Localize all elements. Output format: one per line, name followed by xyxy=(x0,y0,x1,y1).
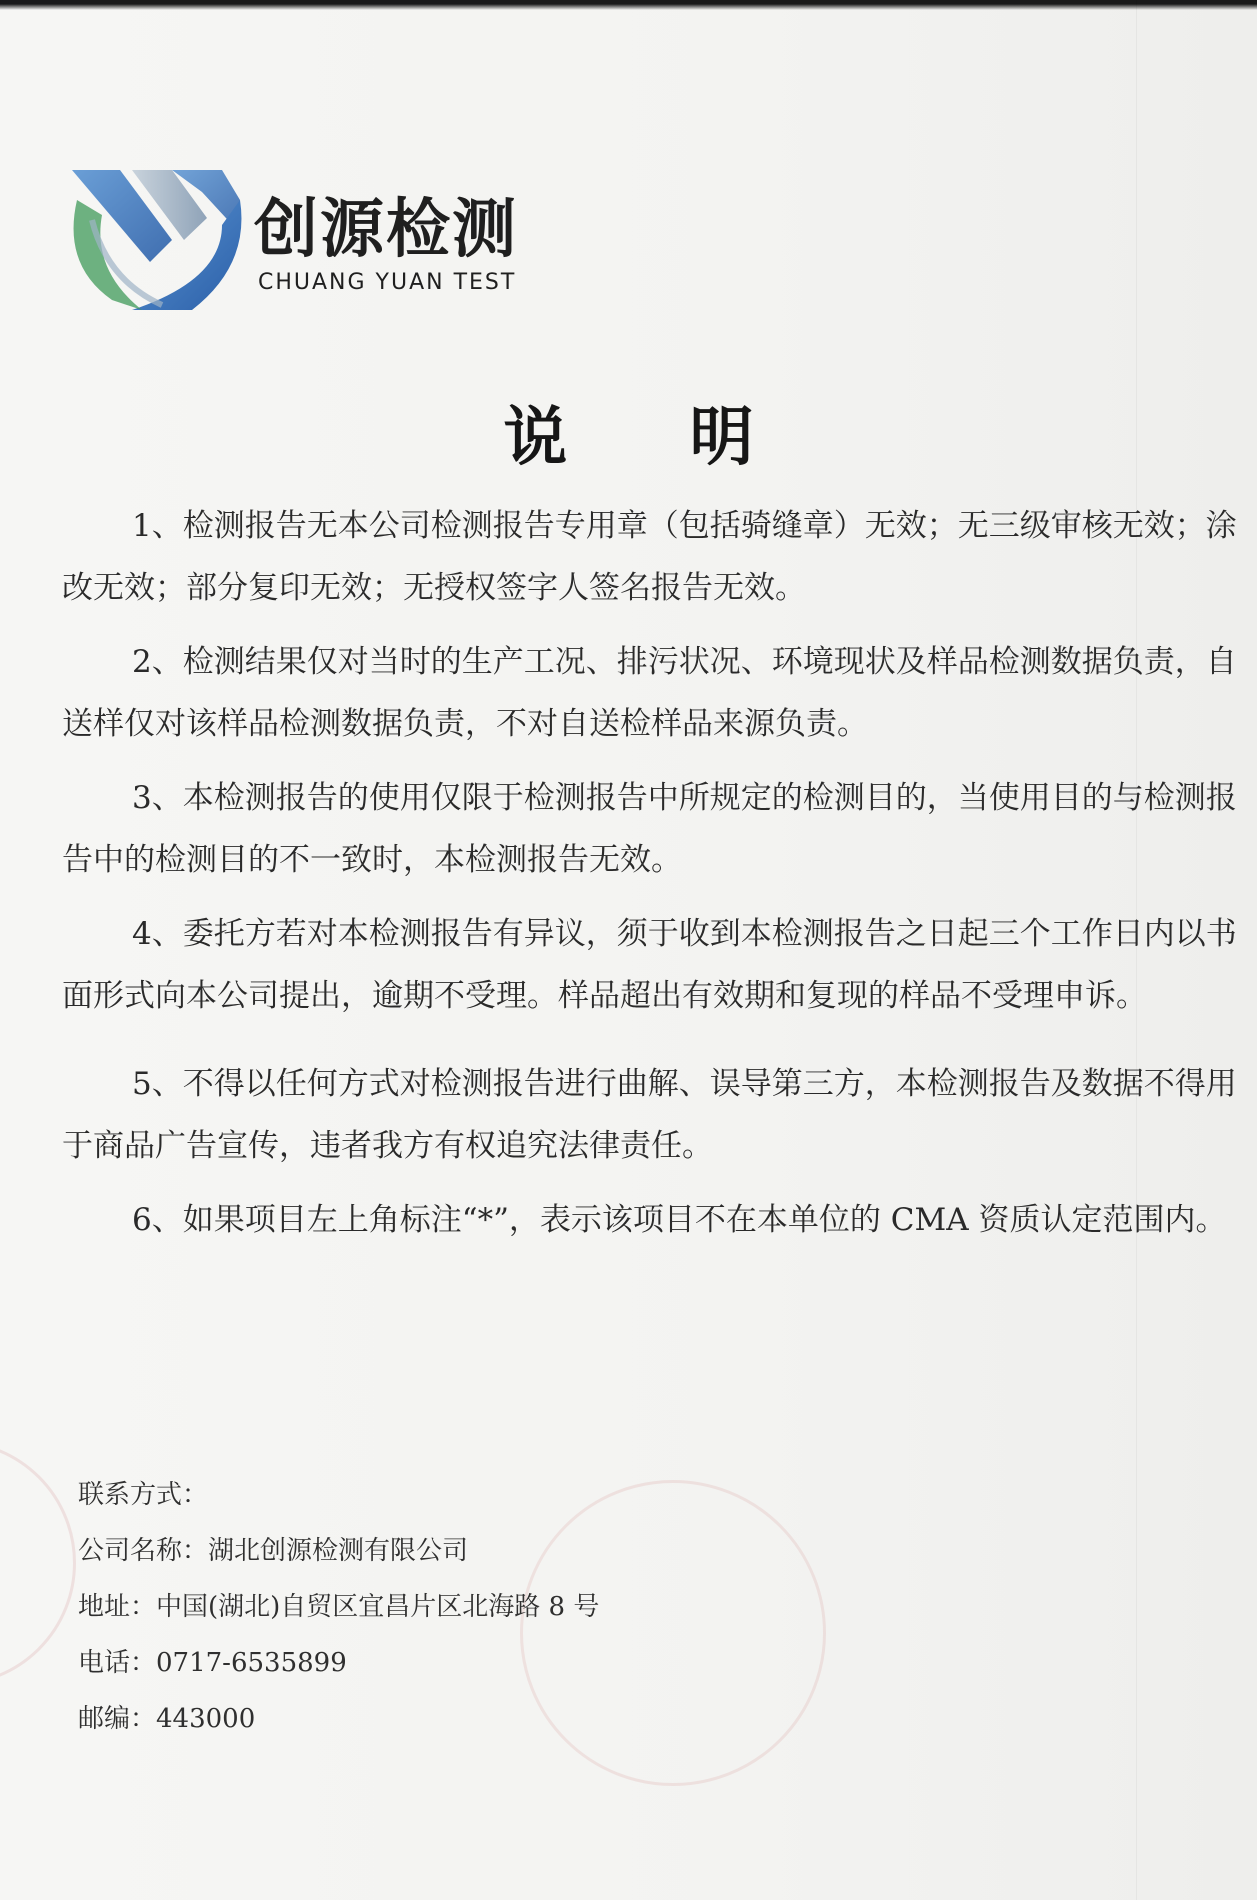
logo-chinese-name: 创源检测 xyxy=(254,193,518,267)
chuangyuan-logo-icon xyxy=(72,170,242,315)
contact-postcode: 邮编：443000 xyxy=(78,1704,256,1734)
scan-top-edge xyxy=(0,0,1257,10)
terms-body xyxy=(62,495,1237,1263)
term-paragraph-3: 3、本检测报告的使用仅限于检测报告中所规定的检测目的，当使用目的与检测报告中的检测目的不一致时，本检测报告无效。 xyxy=(62,780,1237,878)
contact-phone: 电话：0717-6535899 xyxy=(78,1648,347,1678)
page-title: 说 明 xyxy=(503,400,804,475)
logo-english-name: CHUANG YUAN TEST xyxy=(258,270,517,295)
contact-heading: 联系方式： xyxy=(78,1480,209,1510)
term-paragraph-1: 1、检测报告无本公司检测报告专用章（包括骑缝章）无效；无三级审核无效；涂改无效；部分复印无效；无授权签字人签名报告无效。 xyxy=(62,508,1237,606)
contact-info xyxy=(78,1467,778,1747)
company-logo xyxy=(72,170,542,320)
term-paragraph-5: 5、不得以任何方式对检测报告进行曲解、误导第三方，本检测报告及数据不得用于商品广告宣传，违者我方有权追究法律责任。 xyxy=(62,1066,1237,1164)
faint-seal-left xyxy=(0,1440,76,1686)
term-paragraph-2: 2、检测结果仅对当时的生产工况、排污状况、环境现状及样品检测数据负责，自送样仅对该样品检测数据负责，不对自送检样品来源负责。 xyxy=(62,644,1237,742)
contact-address: 地址：中国(湖北)自贸区宜昌片区北海路 8 号 xyxy=(78,1592,600,1622)
term-paragraph-6: 6、如果项目左上角标注“*”，表示该项目不在本单位的 CMA 资质认定范围内。 xyxy=(132,1202,1227,1238)
contact-company: 公司名称：湖北创源检测有限公司 xyxy=(78,1536,469,1566)
term-paragraph-4: 4、委托方若对本检测报告有异议，须于收到本检测报告之日起三个工作日内以书面形式向本公司提出，逾期不受理。样品超出有效期和复现的样品不受理申诉。 xyxy=(62,916,1237,1014)
